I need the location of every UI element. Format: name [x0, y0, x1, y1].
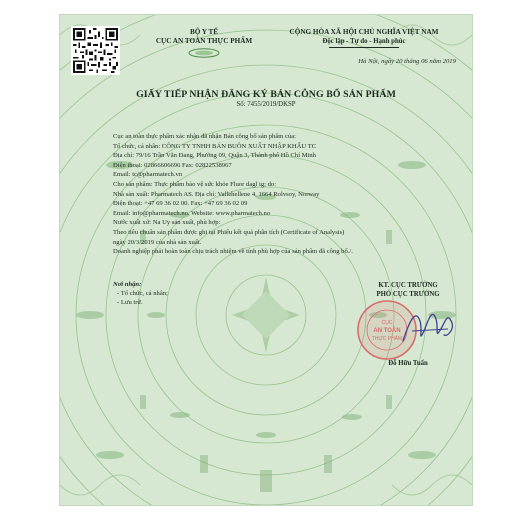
recipient-item: - Lưu trữ.	[117, 299, 143, 306]
place-date: Hà Nội, ngày 20 tháng 06 năm 2019	[358, 58, 456, 65]
recipient-item: - Tổ chức, cá nhân;	[117, 290, 168, 297]
stamp-text-top: CỤC	[381, 320, 393, 326]
document-title: GIẤY TIẾP NHẬN ĐĂNG KÝ BẢN CÔNG BỐ SẢN PHẨM	[136, 89, 396, 100]
motto-underline	[329, 47, 399, 48]
issuer-header	[146, 28, 262, 61]
recipients-block	[113, 280, 253, 307]
qr-code	[71, 26, 120, 75]
national-header	[274, 28, 454, 48]
department-logo-icon	[187, 48, 221, 58]
product-line: Cho sản phẩm: Thực phẩm bảo vệ sức khỏe Fluor dagl ig; do:	[113, 180, 277, 188]
manufacturer-phone-line: Điện thoại: +47 69 36 02 00. Fax: +47 69 36 02 09	[113, 200, 248, 208]
manufacturer-line: Nhà sản xuất: Pharmatech AS. Địa chỉ: Vallehellene 4, 1664 Rolvsoy, Norway	[113, 190, 320, 198]
signatory-title-line-2: PHÓ CỤC TRƯỞNG	[376, 290, 440, 298]
signer-name: Đỗ Hữu Tuấn	[388, 360, 428, 367]
address-line: Địa chỉ: 79/16 Trần Văn Đang, Phường 09, Quận 3, Thành phố Hồ Chí Minh	[113, 152, 316, 160]
phone-fax-line: Điện thoại: 02866606696 Fax: 02822538967	[113, 161, 232, 169]
intro-line: Cục an toàn thực phẩm xác nhận đã nhận Bản công bố sản phẩm của:	[113, 133, 297, 140]
certificate-document	[60, 15, 472, 505]
handwritten-signature	[398, 301, 458, 351]
signatory-title	[358, 282, 458, 299]
document-number: Số: 7455/2019/DKSP	[236, 101, 296, 108]
standard-line-1: Theo tiêu chuẩn sản phẩm được ghi tại Phiếu kết quả phân tích (Certificate of Analysis)	[113, 228, 345, 236]
department-name: CỤC AN TOÀN THỰC PHẨM	[155, 37, 253, 45]
responsibility-line: Doanh nghiệp phải hoàn toàn chịu trách nhiệm về tính phù hợp của sản phẩm đã công bố./.	[113, 248, 353, 256]
standard-line-2: ngày 20/3/2019 của nhà sản xuất.	[113, 238, 202, 246]
country-name: CỘNG HÒA XÃ HỘI CHỦ NGHĨA VIỆT NAM	[289, 28, 439, 36]
signatory-title-line-1: KT. CỤC TRƯỞNG	[378, 282, 438, 289]
manufacturer-email-line: Email: info@pharmatech.no. Website: www.pharmatech.no	[113, 209, 271, 217]
email-line: Email: tc@pharmatech.vn	[113, 171, 183, 179]
recipients-title: Nơi nhận:	[113, 281, 142, 288]
origin-line: Nước xuất xứ: Na Uy sản xuất, phù hợp:	[113, 219, 221, 227]
certificate-body	[113, 132, 469, 257]
stamp-text-bottom: THỰC PHẨM	[371, 336, 403, 342]
ministry-name: BỘ Y TẾ	[189, 28, 219, 36]
national-motto: Độc lập - Tự do - Hạnh phúc	[322, 38, 406, 45]
stamp-text-mid: AN TOÀN	[373, 328, 401, 334]
organization-line: Tổ chức, cá nhân: CÔNG TY TNHH BÁN BUÔN XUẤT NHẬP KHẨU TC	[113, 142, 317, 150]
